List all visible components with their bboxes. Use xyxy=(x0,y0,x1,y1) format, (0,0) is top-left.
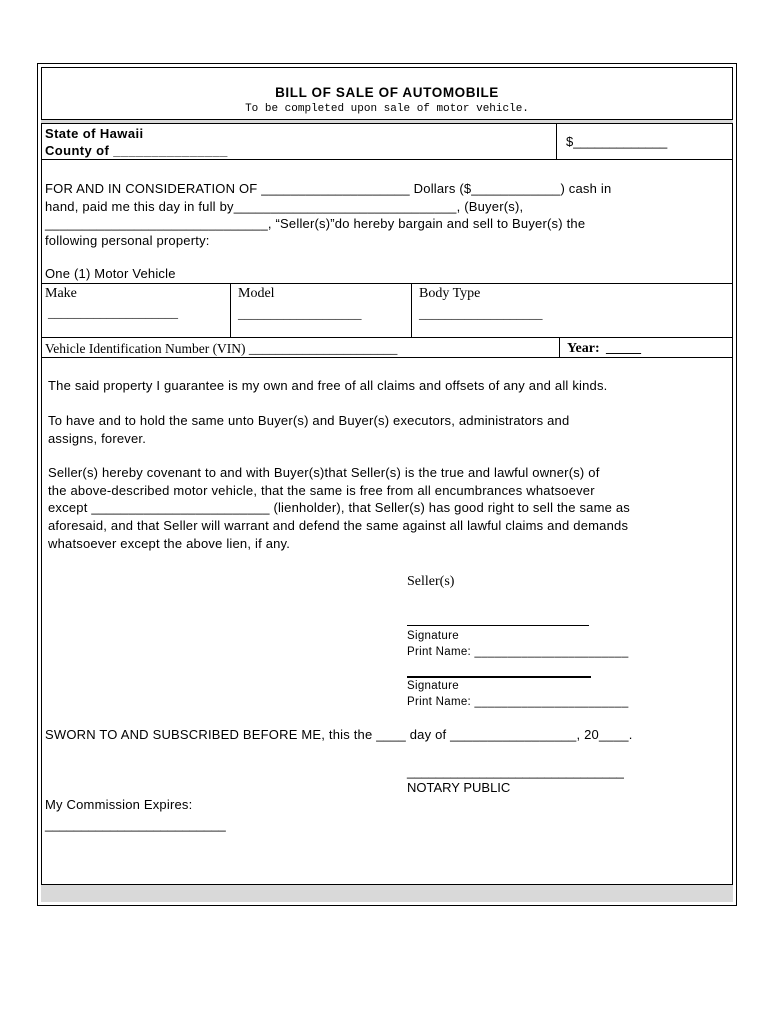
print-name-field-2[interactable]: Print Name: _______________________ xyxy=(407,696,629,708)
body-type-label: Body Type xyxy=(419,286,481,301)
make-label: Make xyxy=(45,286,77,301)
jurisdiction-row-divider xyxy=(556,123,557,160)
signature-label-1: Signature xyxy=(407,630,459,642)
covenant-line-4: aforesaid, and that Seller will warrant and defend the same against all lawful claims and demands xyxy=(48,518,629,533)
document-subtitle: To be completed upon sale of motor vehicle. xyxy=(245,103,529,115)
guarantee-paragraph: The said property I guarantee is my own and free of all claims and offsets of any and all kinds. xyxy=(48,378,608,393)
hold-paragraph-line-1: To have and to hold the same unto Buyer(s) and Buyer(s) executors, administrators and xyxy=(48,413,570,428)
vin-field[interactable]: Vehicle Identification Number (VIN) ______________________ xyxy=(45,341,398,356)
year-field[interactable]: _____ xyxy=(606,341,641,356)
commission-field[interactable]: _________________________ xyxy=(45,817,226,832)
state-label: State of Hawaii xyxy=(45,126,144,141)
make-field[interactable]: ____________________ xyxy=(48,305,178,320)
body-type-field[interactable]: ___________________ xyxy=(419,306,543,321)
notary-public-label: NOTARY PUBLIC xyxy=(407,780,511,795)
consideration-line-4: following personal property: xyxy=(45,233,210,248)
covenant-line-3: except ________________________ (lienholder), that Seller(s) has good right to sell the same as xyxy=(48,500,630,515)
sellers-label: Seller(s) xyxy=(407,574,455,589)
document-title: BILL OF SALE OF AUTOMOBILE xyxy=(275,85,499,100)
vehicle-table-year-divider xyxy=(559,337,560,358)
signature-line-2[interactable] xyxy=(407,676,591,678)
consideration-line-1: FOR AND IN CONSIDERATION OF ____________________ Dollars ($____________) cash in xyxy=(45,181,612,196)
consideration-line-3: ______________________________, “Seller(s)”do hereby bargain and sell to Buyer(s) the xyxy=(45,216,586,231)
sworn-statement: SWORN TO AND SUBSCRIBED BEFORE ME, this the ____ day of _________________, 20____. xyxy=(45,727,633,742)
commission-label: My Commission Expires: xyxy=(45,797,193,812)
covenant-line-1: Seller(s) hereby covenant to and with Buyer(s)that Seller(s) is the true and lawful owner(s) of xyxy=(48,465,600,480)
bottom-band xyxy=(41,884,733,902)
covenant-line-2: the above-described motor vehicle, that the same is free from all encumbrances whatsoever xyxy=(48,483,595,498)
notary-signature-field[interactable]: ______________________________ xyxy=(407,764,624,779)
print-name-field-1[interactable]: Print Name: _______________________ xyxy=(407,646,629,658)
amount-field[interactable]: $_____________ xyxy=(566,134,668,149)
signature-line-1[interactable] xyxy=(407,625,589,626)
vehicle-table-divider-2 xyxy=(411,283,412,337)
county-field[interactable]: County of _______________ xyxy=(45,143,228,158)
model-field[interactable]: ___________________ xyxy=(238,306,362,321)
vehicle-table-row-divider xyxy=(41,337,733,338)
year-label: Year: xyxy=(567,341,600,356)
covenant-line-5: whatsoever except the above lien, if any. xyxy=(48,536,291,551)
signature-label-2: Signature xyxy=(407,680,459,692)
hold-paragraph-line-2: assigns, forever. xyxy=(48,431,147,446)
vehicle-heading: One (1) Motor Vehicle xyxy=(45,266,176,281)
vehicle-table-divider-1 xyxy=(230,283,231,337)
consideration-line-2: hand, paid me this day in full by______________________________, (Buyer(s), xyxy=(45,199,524,214)
model-label: Model xyxy=(238,286,275,301)
